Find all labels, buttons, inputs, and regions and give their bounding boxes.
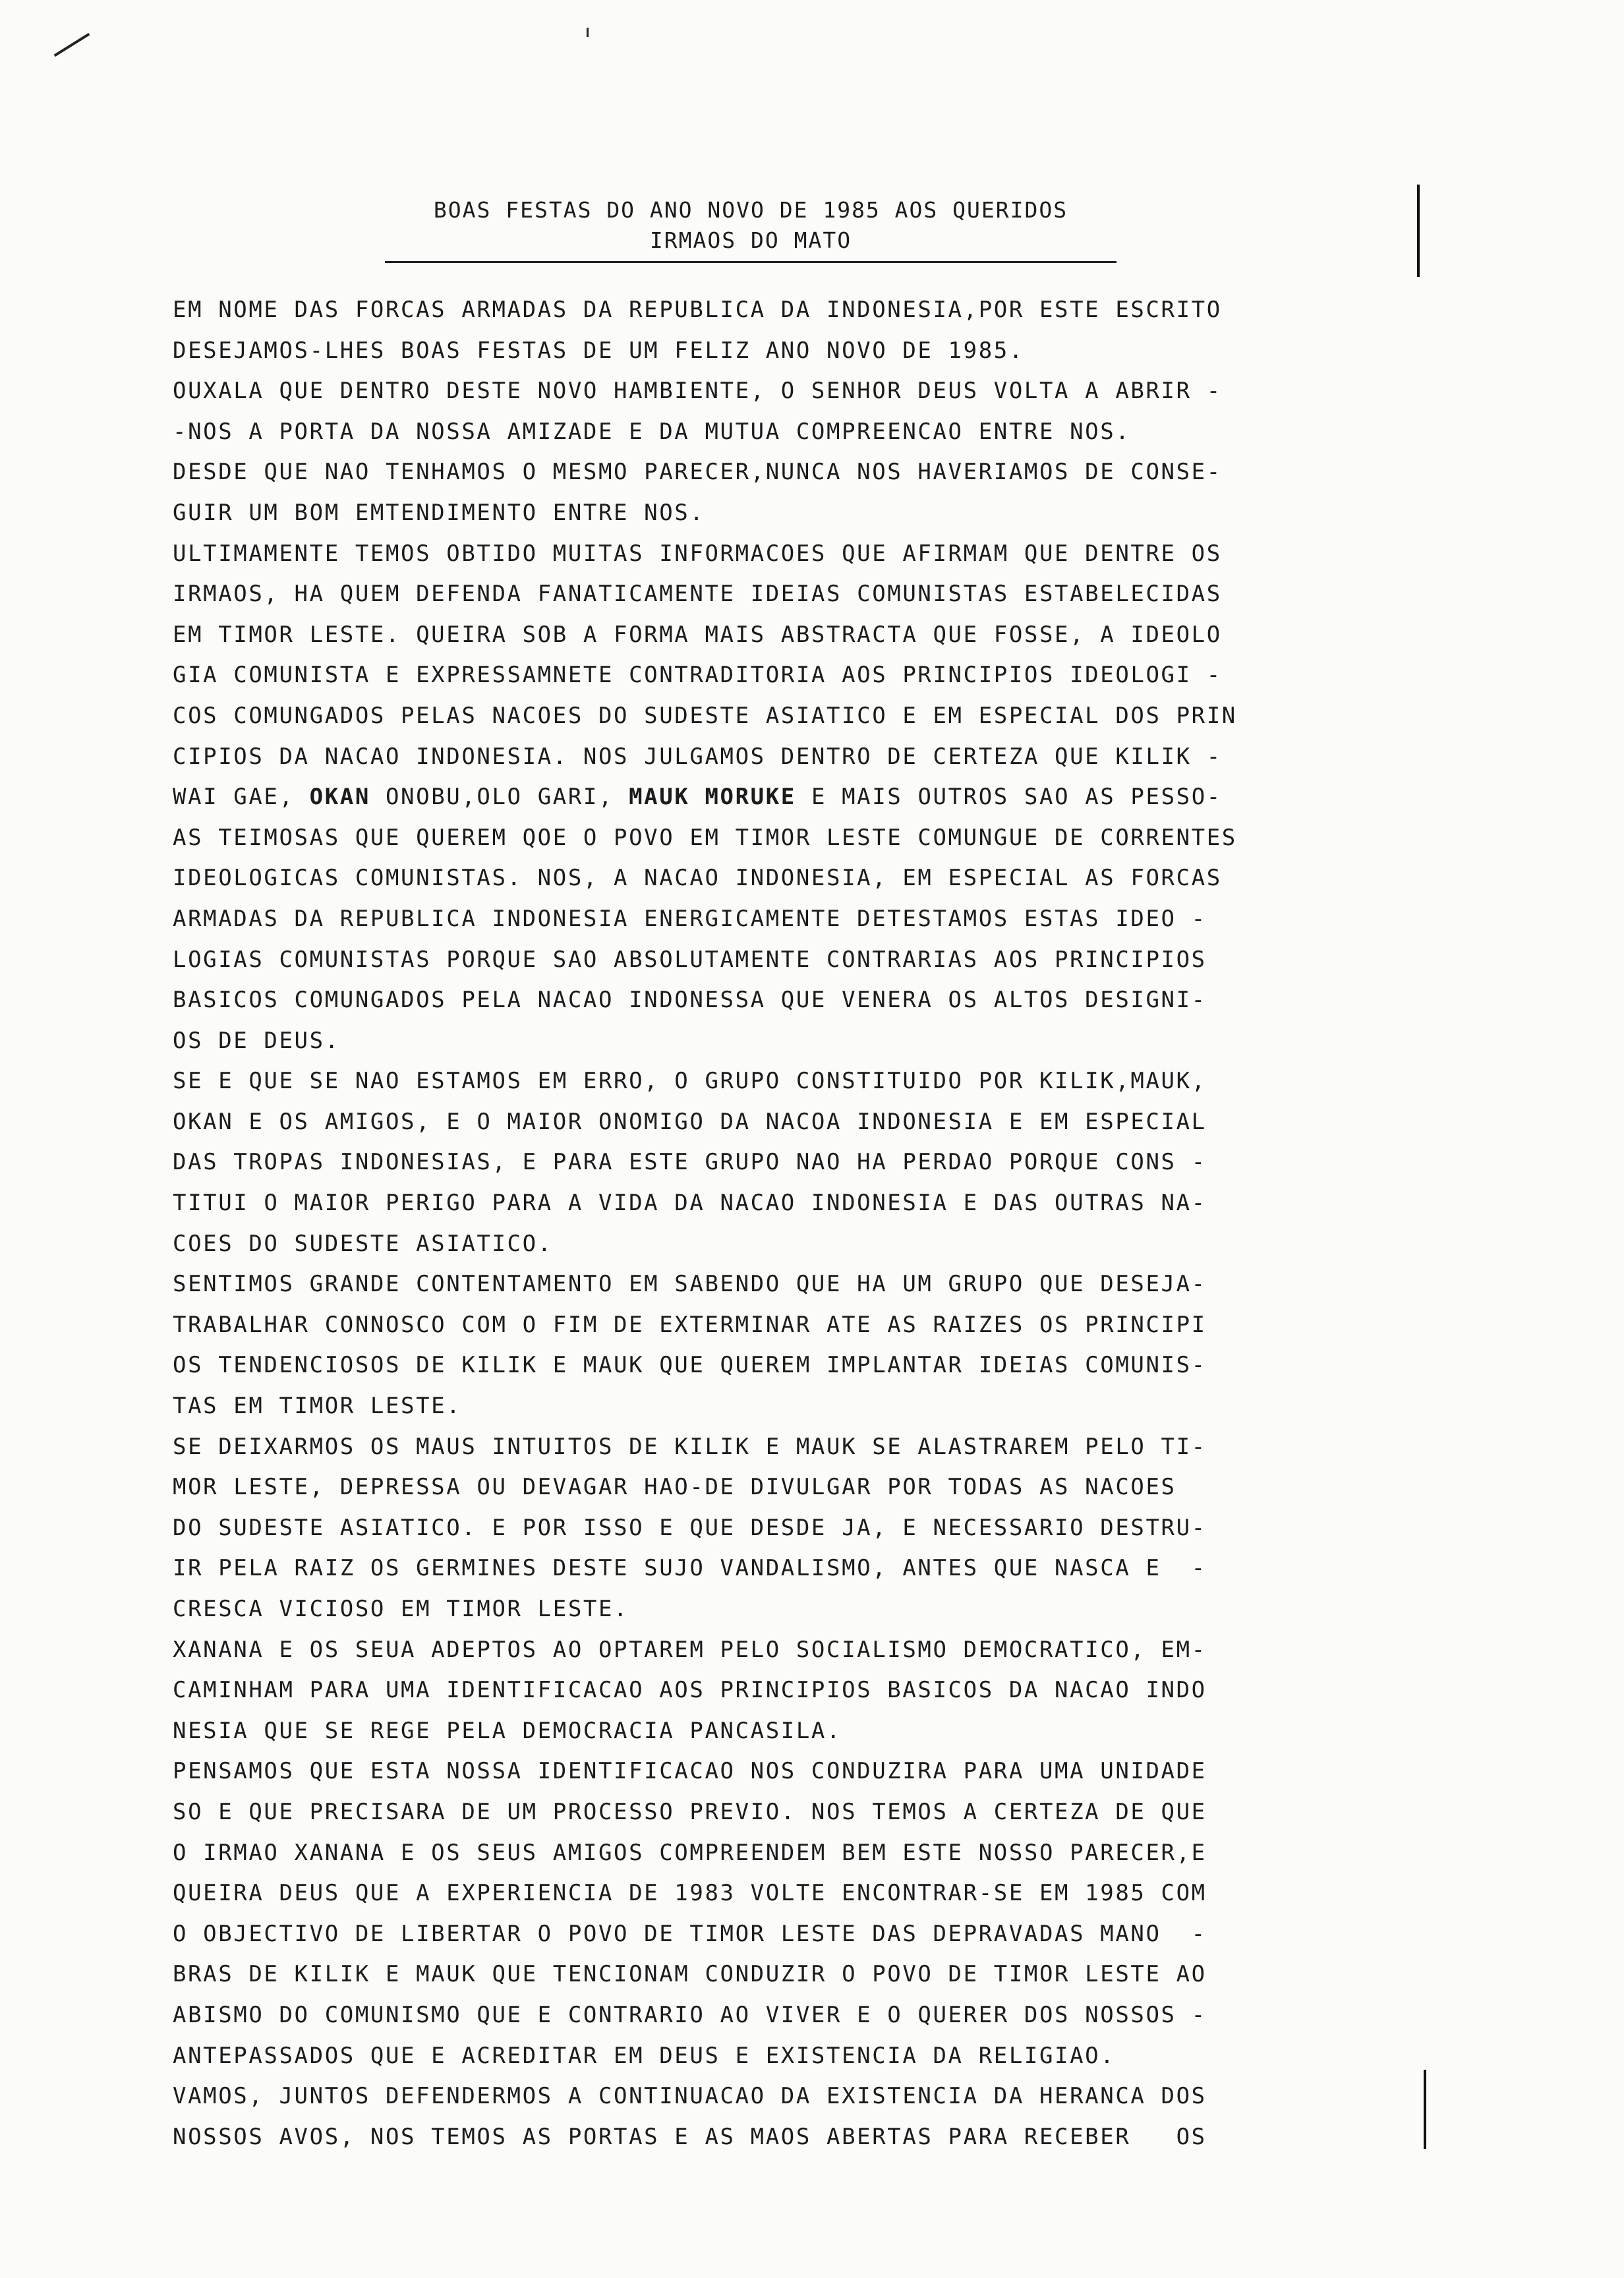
body-line: IDEOLOGICAS COMUNISTAS. NOS, A NACAO INDONESIA, EM ESPECIAL AS FORCAS [173,865,1222,892]
body-line: TRABALHAR CONNOSCO COM O FIM DE EXTERMINAR ATE AS RAIZES OS PRINCIPI [173,1311,1207,1338]
document-body [173,290,1333,2157]
body-line: PENSAMOS QUE ESTA NOSSA IDENTIFICACAO NOS CONDUZIRA PARA UMA UNIDADE [173,1758,1207,1785]
body-line: DAS TROPAS INDONESIAS, E PARA ESTE GRUPO NAO HA PERDAO PORQUE CONS - [173,1149,1207,1176]
body-line: ARMADAS DA REPUBLICA INDONESIA ENERGICAMENTE DETESTAMOS ESTAS IDEO - [173,905,1207,932]
body-line: CIPIOS DA NACAO INDONESIA. NOS JULGAMOS DENTRO DE CERTEZA QUE KILIK - [173,743,1222,770]
body-line: VAMOS, JUNTOS DEFENDERMOS A CONTINUACAO DA EXISTENCIA DA HERANCA DOS [173,2083,1207,2110]
body-line: CAMINHAM PARA UMA IDENTIFICACAO AOS PRINCIPIOS BASICOS DA NACAO INDO [173,1677,1207,1704]
body-line: BASICOS COMUNGADOS PELA NACAO INDONESSA QUE VENERA OS ALTOS DESIGNI- [173,987,1207,1014]
scan-mark-top-center [587,28,589,37]
body-line: OS DE DEUS. [173,1027,340,1054]
body-line: EM NOME DAS FORCAS ARMADAS DA REPUBLICA DA INDONESIA,POR ESTE ESCRITO [173,297,1222,323]
body-line: CRESCA VICIOSO EM TIMOR LESTE. [173,1596,629,1622]
body-line: SE E QUE SE NAO ESTAMOS EM ERRO, O GRUPO CONSTITUIDO POR KILIK,MAUK, [173,1068,1207,1095]
title-underline [385,261,1116,263]
body-line: BRAS DE KILIK E MAUK QUE TENCIONAM CONDUZIR O POVO DE TIMOR LESTE AO [173,1961,1207,1988]
body-line: IRMAOS, HA QUEM DEFENDA FANATICAMENTE IDEIAS COMUNISTAS ESTABELECIDAS [173,581,1222,608]
body-line: O OBJECTIVO DE LIBERTAR O POVO DE TIMOR LESTE DAS DEPRAVADAS MANO - [173,1920,1207,1947]
body-line: NOSSOS AVOS, NOS TEMOS AS PORTAS E AS MAOS ABERTAS PARA RECEBER OS [173,2123,1207,2150]
body-line: COS COMUNGADOS PELAS NACOES DO SUDESTE ASIATICO E EM ESPECIAL DOS PRIN [173,702,1237,729]
body-line: NESIA QUE SE REGE PELA DEMOCRACIA PANCASILA. [173,1717,842,1744]
bold-name: OKAN [309,784,370,811]
bold-name: MAUK MORUKE [629,784,796,811]
body-line: GUIR UM BOM EMTENDIMENTO ENTRE NOS. [173,499,705,526]
body-line: O IRMAO XANANA E OS SEUS AMIGOS COMPREENDEM BEM ESTE NOSSO PARECER,E [173,1839,1207,1866]
body-line: COES DO SUDESTE ASIATICO. [173,1230,553,1257]
body-line: OKAN E OS AMIGOS, E O MAIOR ONOMIGO DA NACOA INDONESIA E EM ESPECIAL [173,1108,1207,1135]
scan-mark-top-left [54,33,90,57]
title-line-2: IRMAOS DO MATO [649,227,852,253]
body-line: LOGIAS COMUNISTAS PORQUE SAO ABSOLUTAMENTE CONTRARIAS AOS PRINCIPIOS [173,946,1207,973]
body-line: DESEJAMOS-LHES BOAS FESTAS DE UM FELIZ ANO NOVO DE 1985. [173,337,1024,364]
body-line: QUEIRA DEUS QUE A EXPERIENCIA DE 1983 VOLTE ENCONTRAR-SE EM 1985 COM [173,1880,1207,1907]
body-line: SE DEIXARMOS OS MAUS INTUITOS DE KILIK E MAUK SE ALASTRAREM PELO TI- [173,1433,1207,1460]
body-line: SO E QUE PRECISARA DE UM PROCESSO PREVIO. NOS TEMOS A CERTEZA DE QUE [173,1798,1207,1825]
body-line: ANTEPASSADOS QUE E ACREDITAR EM DEUS E EXISTENCIA DA RELIGIAO. [173,2042,1116,2069]
body-line: TITUI O MAIOR PERIGO PARA A VIDA DA NACAO INDONESIA E DAS OUTRAS NA- [173,1190,1207,1217]
body-line: OUXALA QUE DENTRO DESTE NOVO HAMBIENTE, O SENHOR DEUS VOLTA A ABRIR - [173,378,1222,405]
body-line: XANANA E OS SEUA ADEPTOS AO OPTAREM PELO SOCIALISMO DEMOCRATICO, EM- [173,1636,1207,1663]
body-line: ULTIMAMENTE TEMOS OBTIDO MUITAS INFORMACOES QUE AFIRMAM QUE DENTRE OS [173,540,1222,567]
body-line: GIA COMUNISTA E EXPRESSAMNETE CONTRADITORIA AOS PRINCIPIOS IDEOLOGI - [173,662,1222,689]
body-line: EM TIMOR LESTE. QUEIRA SOB A FORMA MAIS ABSTRACTA QUE FOSSE, A IDEOLO [173,621,1222,648]
title-line-1: BOAS FESTAS DO ANO NOVO DE 1985 AOS QUERIDOS [433,197,1068,223]
body-line: OS TENDENCIOSOS DE KILIK E MAUK QUE QUEREM IMPLANTAR IDEIAS COMUNIS- [173,1352,1207,1379]
body-line: MOR LESTE, DEPRESSA OU DEVAGAR HAO-DE DIVULGAR POR TODAS AS NACOES [173,1474,1176,1501]
body-line: DO SUDESTE ASIATICO. E POR ISSO E QUE DESDE JA, E NECESSARIO DESTRU- [173,1514,1207,1541]
document-title [385,195,1116,256]
body-line: DESDE QUE NAO TENHAMOS O MESMO PARECER,NUNCA NOS HAVERIAMOS DE CONSE- [173,459,1222,486]
right-margin-mark-top [1417,185,1420,277]
body-line: -NOS A PORTA DA NOSSA AMIZADE E DA MUTUA COMPREENCAO ENTRE NOS. [173,418,1131,445]
body-line: SENTIMOS GRANDE CONTENTAMENTO EM SABENDO QUE HA UM GRUPO QUE DESEJA- [173,1271,1207,1298]
body-line: IR PELA RAIZ OS GERMINES DESTE SUJO VANDALISMO, ANTES QUE NASCA E - [173,1555,1207,1582]
body-line: AS TEIMOSAS QUE QUEREM QOE O POVO EM TIMOR LESTE COMUNGUE DE CORRENTES [173,824,1237,851]
right-margin-mark-bottom [1424,2070,1426,2149]
body-line: TAS EM TIMOR LESTE. [173,1393,462,1420]
body-line: ABISMO DO COMUNISMO QUE E CONTRARIO AO VIVER E O QUERER DOS NOSSOS - [173,2001,1207,2028]
body-line-names: WAI GAE, OKAN ONOBU,OLO GARI, MAUK MORUKE E MAIS OUTROS SAO AS PESSO- [173,784,1222,811]
